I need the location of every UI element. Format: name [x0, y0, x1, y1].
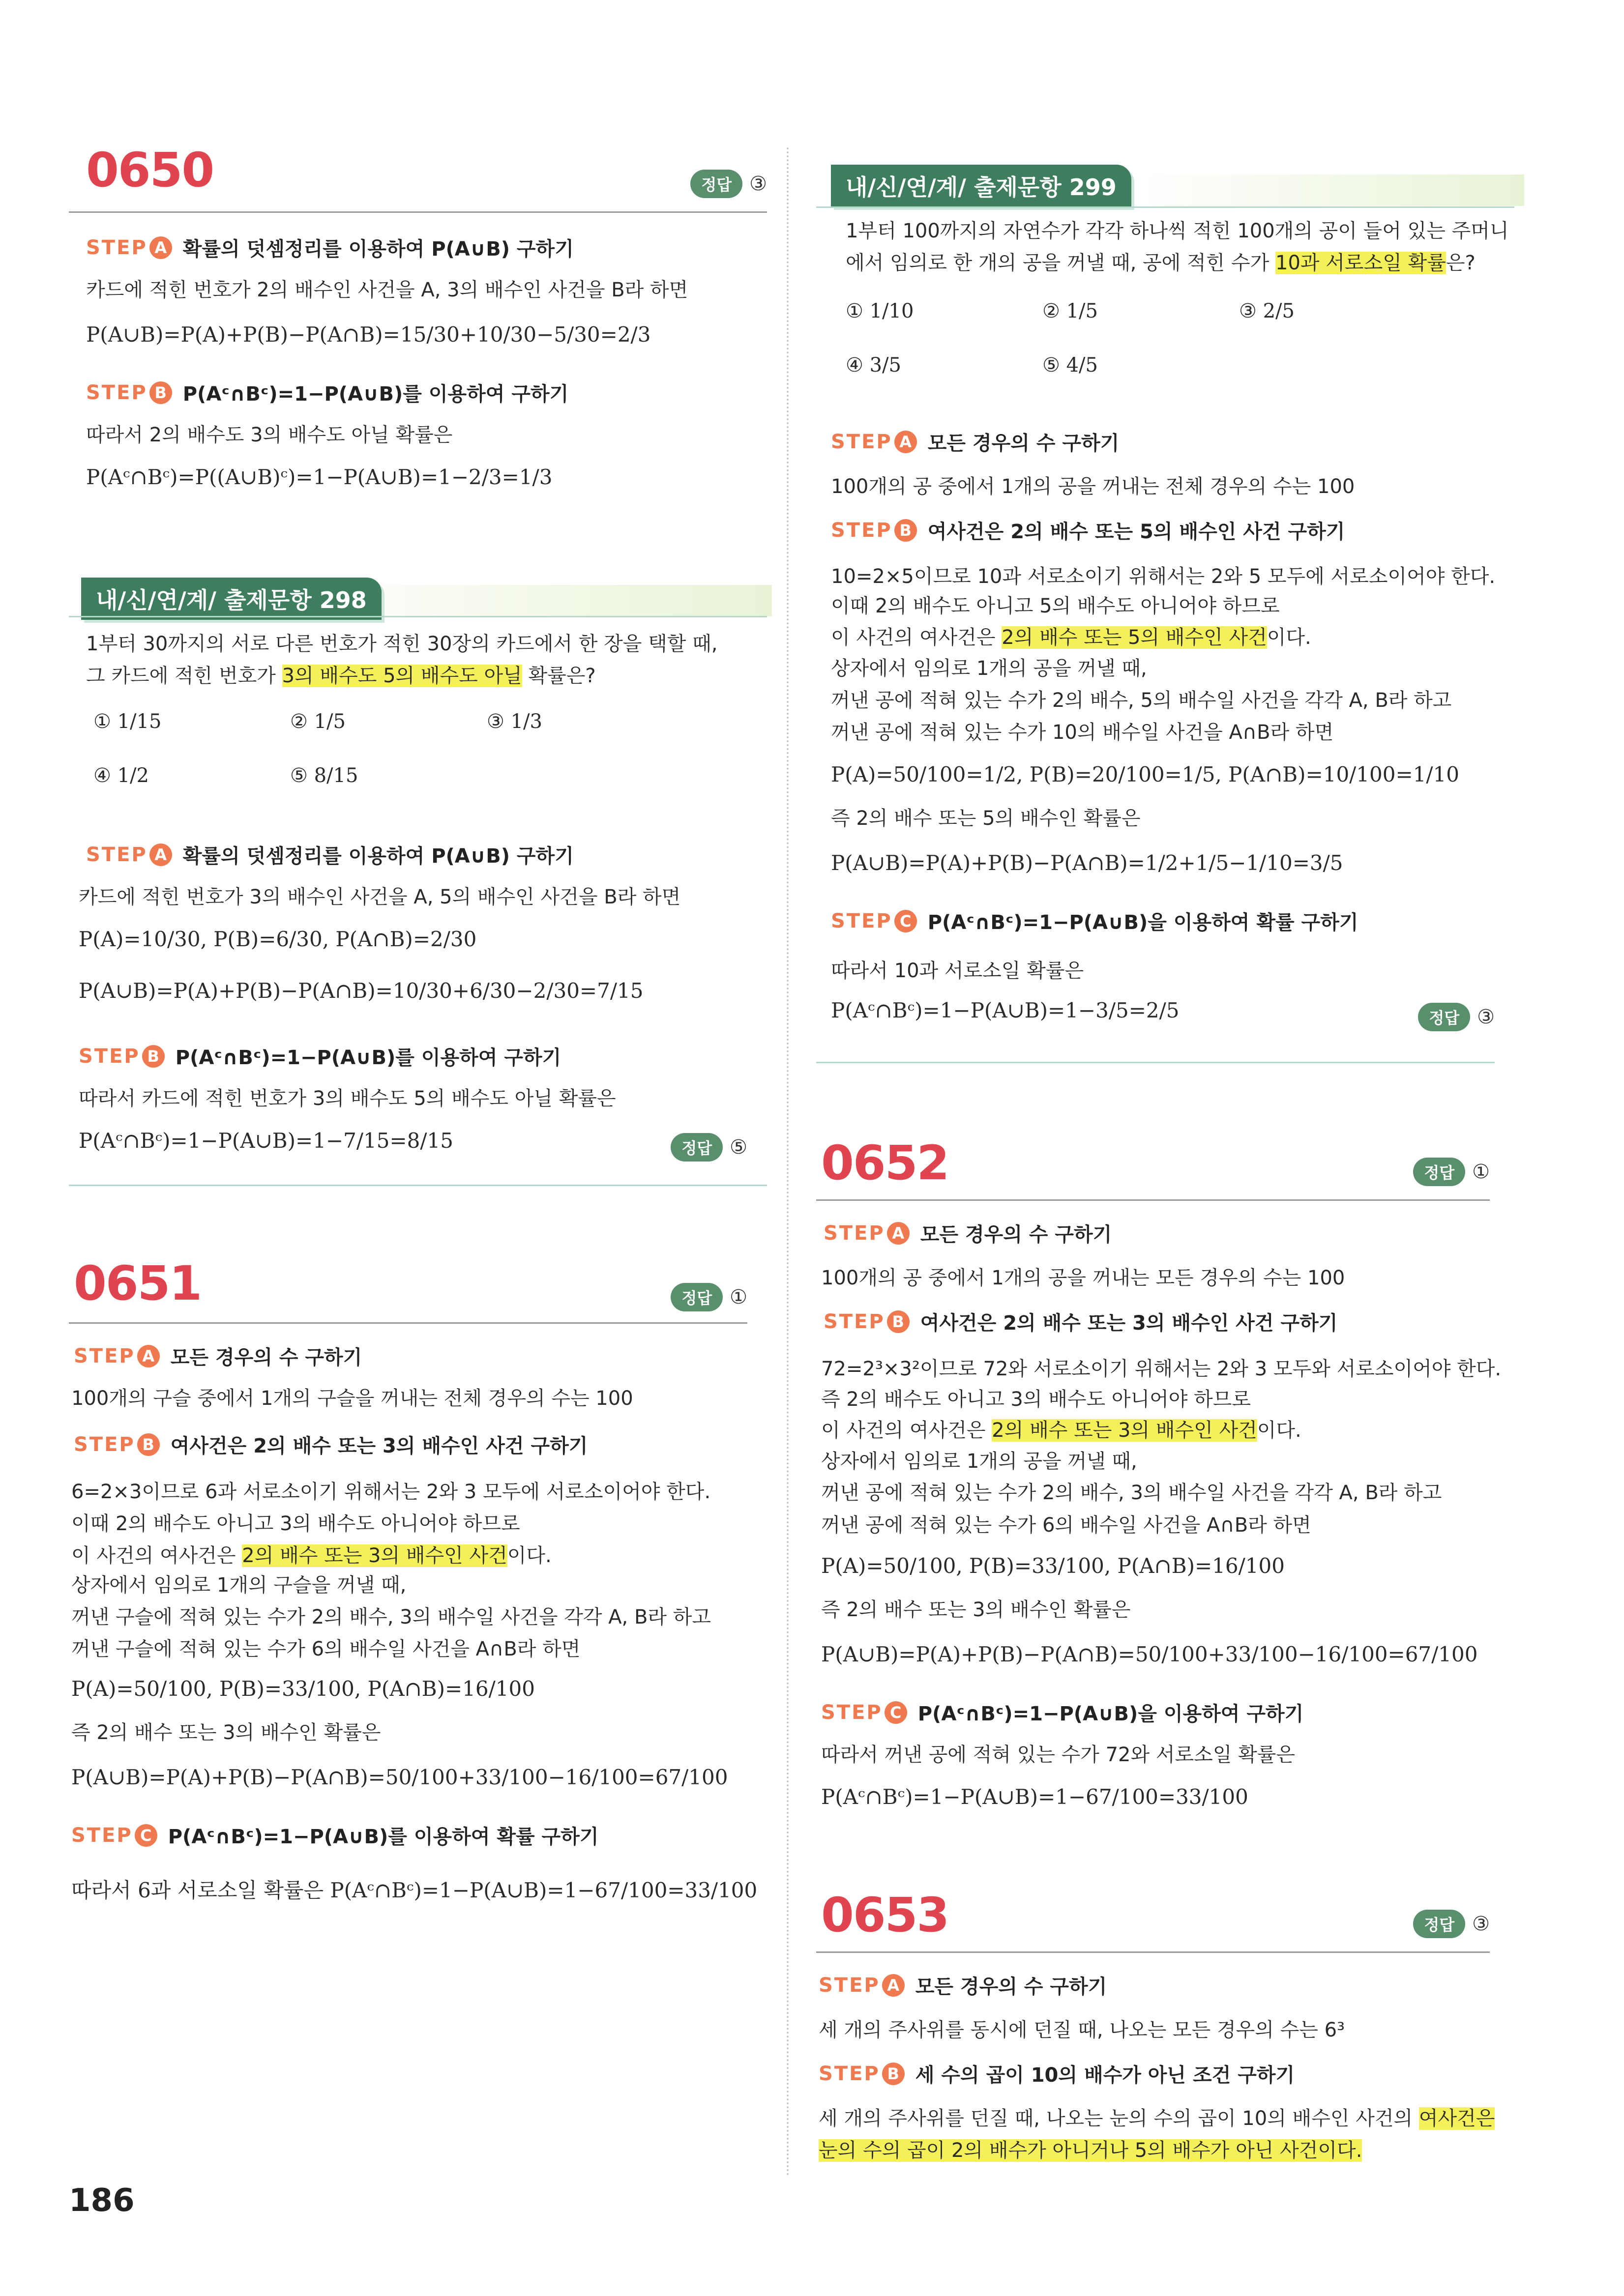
- text-line: 꺼낸 공에 적혀 있는 수가 2의 배수, 3의 배수일 사건을 각각 A, B라 하고: [821, 1482, 1442, 1504]
- answer-badge: 정답: [1413, 1910, 1465, 1938]
- question-text: 1부터 30까지의 서로 다른 번호가 적힌 30장의 카드에서 한 장을 택할 때,: [86, 633, 718, 655]
- formula-line: P(A)=10/30, P(B)=6/30, P(A∩B)=2/30: [79, 927, 477, 951]
- divider: [69, 616, 767, 617]
- answer-value: ①: [730, 1286, 747, 1308]
- text-line: 꺼낸 공에 적혀 있는 수가 6의 배수일 사건을 A∩B라 하면: [821, 1514, 1311, 1537]
- text-line: [819, 2138, 1362, 2163]
- text-line: 10=2×5이므로 10과 서로소이기 위해서는 2와 5 모두에 서로소이어야 한다.: [831, 565, 1496, 588]
- answer-indicator: [1413, 1158, 1490, 1186]
- choice-4[interactable]: ④ 3/5: [846, 354, 901, 377]
- question-text: 1부터 100까지의 자연수가 각각 하나씩 적힌 100개의 공이 들어 있는 주머니: [846, 220, 1509, 242]
- choice-3[interactable]: ③ 2/5: [1239, 300, 1295, 322]
- text-line: [821, 1418, 1301, 1443]
- text-line: 상자에서 임의로 1개의 공을 꺼낼 때,: [831, 657, 1147, 680]
- question-number: 0650: [86, 143, 214, 198]
- page-number: 186: [69, 2182, 135, 2219]
- text-span: 은?: [1446, 252, 1476, 274]
- text-line: [831, 625, 1311, 650]
- choice-3[interactable]: ③ 1/3: [487, 710, 542, 733]
- divider: [69, 211, 767, 213]
- step-b-heading: [819, 2060, 1295, 2088]
- divider: [816, 1951, 1490, 1953]
- text-span: 이 사건의 여사건은: [71, 1544, 242, 1567]
- text-span: 이 사건의 여사건은: [831, 626, 1002, 649]
- text-line: 상자에서 임의로 1개의 공을 꺼낼 때,: [821, 1450, 1137, 1473]
- step-title: P(Aᶜ∩Bᶜ)=1−P(A∪B)를 이용하여 구하기: [182, 383, 569, 406]
- related-question-label: 내/신/연/계/ 출제문항 299: [831, 165, 1131, 207]
- step-c-heading: [821, 1698, 1303, 1726]
- text-line: 따라서 10과 서로소일 확률은: [831, 959, 1084, 982]
- step-title: 여사건은 2의 배수 또는 3의 배수인 사건 구하기: [170, 1435, 588, 1457]
- answer-value: ③: [1477, 1006, 1495, 1028]
- step-b-heading: [79, 1042, 561, 1070]
- step-title: P(Aᶜ∩Bᶜ)=1−P(A∪B)를 이용하여 확률 구하기: [168, 1826, 599, 1848]
- text-line: 꺼낸 공에 적혀 있는 수가 10의 배수일 사건을 A∩B라 하면: [831, 721, 1334, 744]
- step-word: STEP: [819, 2062, 880, 2085]
- formula-line: P(Aᶜ∩Bᶜ)=1−P(A∪B)=1−7/15=8/15: [79, 1129, 453, 1153]
- step-ball: C: [894, 910, 917, 932]
- divider: [816, 1062, 1495, 1063]
- question-number: 0653: [821, 1888, 949, 1943]
- question-text: [846, 251, 1476, 275]
- choice-1[interactable]: ① 1/10: [846, 300, 914, 322]
- step-word: STEP: [824, 1221, 885, 1245]
- formula-line: P(A)=50/100=1/2, P(B)=20/100=1/5, P(A∩B)=10/100=1/10: [831, 762, 1460, 786]
- text-line: 즉 2의 배수 또는 5의 배수인 확률은: [831, 807, 1141, 830]
- step-title: P(Aᶜ∩Bᶜ)=1−P(A∪B)를 이용하여 구하기: [175, 1046, 561, 1069]
- step-ball: B: [894, 519, 917, 542]
- answer-indicator: [1418, 1003, 1495, 1031]
- step-title: 확률의 덧셈정리를 이용하여 P(A∪B) 구하기: [182, 845, 574, 868]
- answer-indicator: [671, 1283, 747, 1311]
- step-a-heading: [86, 233, 574, 262]
- step-ball: C: [135, 1824, 157, 1847]
- text-line: [819, 2106, 1495, 2131]
- divider: [69, 1322, 747, 1324]
- step-ball: A: [149, 843, 172, 866]
- text-span: 세 개의 주사위를 던질 때, 나오는 눈의 수의 곱이 10의 배수인 사건의: [819, 2107, 1419, 2130]
- step-word: STEP: [831, 430, 892, 453]
- formula-line: P(A∪B)=P(A)+P(B)−P(A∩B)=10/30+6/30−2/30=7/15: [79, 979, 644, 1003]
- text-line: 6=2×3이므로 6과 서로소이기 위해서는 2와 3 모두에 서로소이어야 한다.: [71, 1481, 711, 1503]
- step-ball: A: [137, 1345, 160, 1367]
- highlighted-text: 2의 배수 또는 3의 배수인 사건: [992, 1419, 1257, 1442]
- step-title: 모든 경우의 수 구하기: [920, 1223, 1112, 1246]
- choice-2[interactable]: ② 1/5: [290, 710, 346, 733]
- step-a-heading: [74, 1342, 362, 1370]
- text-span: 이다.: [1257, 1419, 1301, 1442]
- step-ball: B: [142, 1045, 165, 1068]
- formula-line: P(Aᶜ∩Bᶜ)=1−P(A∪B)=1−67/100=33/100: [821, 1785, 1248, 1809]
- step-ball: C: [885, 1701, 907, 1724]
- step-a-heading: [831, 428, 1119, 456]
- answer-indicator: [1413, 1910, 1490, 1938]
- choice-5[interactable]: ⑤ 8/15: [290, 764, 358, 787]
- text-line: 카드에 적힌 번호가 2의 배수인 사건을 A, 3의 배수인 사건을 B라 하면: [86, 279, 688, 301]
- formula-line: P(Aᶜ∩Bᶜ)=1−P(A∪B)=1−3/5=2/5: [831, 998, 1180, 1022]
- text-line: 카드에 적힌 번호가 3의 배수인 사건을 A, 5의 배수인 사건을 B라 하면: [79, 886, 681, 908]
- step-c-heading: [831, 907, 1358, 935]
- step-b-heading: [86, 378, 568, 407]
- answer-badge: 정답: [671, 1133, 723, 1162]
- step-ball: B: [137, 1433, 160, 1456]
- step-word: STEP: [71, 1824, 133, 1847]
- formula-line: P(A∪B)=P(A)+P(B)−P(A∩B)=1/2+1/5−1/10=3/5: [831, 851, 1343, 875]
- step-a-heading: [824, 1219, 1112, 1247]
- choice-4[interactable]: ④ 1/2: [93, 764, 149, 787]
- step-a-heading: [86, 841, 574, 869]
- step-ball: B: [149, 381, 172, 404]
- step-ball: B: [882, 2063, 905, 2085]
- answer-value: ③: [749, 173, 767, 195]
- answer-value: ①: [1472, 1161, 1490, 1183]
- text-line: 세 개의 주사위를 동시에 던질 때, 나오는 모든 경우의 수는 6³: [819, 2019, 1345, 2041]
- formula-line: P(Aᶜ∩Bᶜ)=P((A∪B)ᶜ)=1−P(A∪B)=1−2/3=1/3: [86, 465, 553, 489]
- step-word: STEP: [86, 381, 148, 404]
- formula-line: P(A)=50/100, P(B)=33/100, P(A∩B)=16/100: [821, 1554, 1285, 1578]
- text-line: 꺼낸 구슬에 적혀 있는 수가 6의 배수일 사건을 A∩B라 하면: [71, 1638, 581, 1660]
- step-title: 세 수의 곱이 10의 배수가 아닌 조건 구하기: [915, 2064, 1295, 2087]
- text-line: 꺼낸 구슬에 적혀 있는 수가 2의 배수, 3의 배수일 사건을 각각 A, B라 하고: [71, 1606, 711, 1628]
- text-line: 따라서 카드에 적힌 번호가 3의 배수도 5의 배수도 아닐 확률은: [79, 1087, 616, 1110]
- step-word: STEP: [831, 909, 892, 932]
- text-line: 72=2³×3²이므로 72와 서로소이기 위해서는 2와 3 모두와 서로소이어야 한다.: [821, 1358, 1502, 1380]
- choice-2[interactable]: ② 1/5: [1042, 300, 1098, 322]
- step-word: STEP: [74, 1433, 135, 1456]
- formula-line: P(A)=50/100, P(B)=33/100, P(A∩B)=16/100: [71, 1677, 535, 1701]
- step-ball: A: [894, 431, 917, 453]
- text-line: 즉 2의 배수 또는 3의 배수인 확률은: [821, 1598, 1131, 1621]
- answer-badge: 정답: [671, 1283, 723, 1311]
- step-b-heading: [74, 1430, 588, 1458]
- section-band: [1136, 174, 1524, 206]
- formula-line: P(A∪B)=P(A)+P(B)−P(A∩B)=50/100+33/100−16/100=67/100: [821, 1642, 1478, 1666]
- related-question-header: [81, 578, 382, 620]
- formula-line: P(A∪B)=P(A)+P(B)−P(A∩B)=15/30+10/30−5/30=2/3: [86, 322, 651, 347]
- step-word: STEP: [824, 1310, 885, 1333]
- step-word: STEP: [819, 1974, 880, 1997]
- highlighted-text: 2의 배수 또는 5의 배수인 사건: [1002, 626, 1267, 649]
- step-title: 모든 경우의 수 구하기: [915, 1976, 1107, 1998]
- answer-value: ⑤: [730, 1136, 747, 1159]
- answer-indicator: [690, 170, 767, 198]
- divider: [816, 1199, 1490, 1201]
- text-line: 즉 2의 배수 또는 3의 배수인 확률은: [71, 1721, 381, 1744]
- text-line: 100개의 구슬 중에서 1개의 구슬을 꺼내는 전체 경우의 수는 100: [71, 1387, 633, 1410]
- step-title: 확률의 덧셈정리를 이용하여 P(A∪B) 구하기: [182, 238, 574, 261]
- text-line: 100개의 공 중에서 1개의 공을 꺼내는 모든 경우의 수는 100: [821, 1267, 1345, 1289]
- text-span: 이다.: [507, 1544, 552, 1567]
- highlighted-text: 여사건은: [1418, 2107, 1495, 2130]
- step-b-heading: [831, 516, 1345, 544]
- text-line: 즉 2의 배수도 아니고 3의 배수도 아니어야 하므로: [821, 1388, 1251, 1411]
- text-span: 그 카드에 적힌 번호가: [86, 665, 282, 687]
- step-word: STEP: [86, 843, 148, 866]
- answer-value: ③: [1472, 1913, 1490, 1935]
- text-line: 상자에서 임의로 1개의 구슬을 꺼낼 때,: [71, 1574, 407, 1597]
- step-b-heading: [824, 1308, 1337, 1336]
- step-word: STEP: [821, 1701, 883, 1724]
- step-word: STEP: [74, 1344, 135, 1367]
- step-ball: A: [887, 1222, 910, 1245]
- question-number: 0651: [74, 1256, 202, 1311]
- text-line: 따라서 꺼낸 공에 적혀 있는 수가 72와 서로소일 확률은: [821, 1744, 1296, 1766]
- choice-1[interactable]: ① 1/15: [93, 710, 162, 733]
- step-title: P(Aᶜ∩Bᶜ)=1−P(A∪B)을 이용하여 확률 구하기: [927, 911, 1358, 934]
- formula-line: P(A∪B)=P(A)+P(B)−P(A∩B)=50/100+33/100−16/100=67/100: [71, 1765, 728, 1789]
- divider: [816, 206, 1514, 208]
- step-word: STEP: [79, 1045, 140, 1068]
- highlighted-text: 눈의 수의 곱이 2의 배수가 아니거나 5의 배수가 아닌 사건이다.: [819, 2139, 1362, 2162]
- text-line: 100개의 공 중에서 1개의 공을 꺼내는 전체 경우의 수는 100: [831, 475, 1355, 498]
- related-question-label: 내/신/연/계/ 출제문항 298: [81, 578, 382, 620]
- question-text: [86, 664, 596, 688]
- question-number: 0652: [821, 1135, 949, 1191]
- highlighted-text: 2의 배수 또는 3의 배수인 사건: [242, 1544, 507, 1567]
- text-line: 이때 2의 배수도 아니고 3의 배수도 아니어야 하므로: [71, 1512, 520, 1535]
- text-line: 이때 2의 배수도 아니고 5의 배수도 아니어야 하므로: [831, 595, 1280, 617]
- related-question-header: [831, 165, 1131, 207]
- step-word: STEP: [86, 236, 148, 259]
- choice-5[interactable]: ⑤ 4/5: [1042, 354, 1098, 377]
- step-title: P(Aᶜ∩Bᶜ)=1−P(A∪B)을 이용하여 구하기: [917, 1703, 1304, 1725]
- step-c-heading: [71, 1821, 598, 1849]
- divider: [69, 1185, 767, 1186]
- step-title: 여사건은 2의 배수 또는 3의 배수인 사건 구하기: [920, 1312, 1338, 1335]
- highlighted-text: 10과 서로소일 확률: [1275, 252, 1446, 274]
- text-line: [71, 1543, 552, 1568]
- text-span: 확률은?: [522, 665, 596, 687]
- text-line: 꺼낸 공에 적혀 있는 수가 2의 배수, 5의 배수일 사건을 각각 A, B라 하고: [831, 689, 1452, 712]
- step-title: 모든 경우의 수 구하기: [927, 432, 1120, 455]
- step-title: 모든 경우의 수 구하기: [170, 1346, 362, 1369]
- step-title: 여사건은 2의 배수 또는 5의 배수인 사건 구하기: [927, 521, 1345, 543]
- highlighted-text: 3의 배수도 5의 배수도 아닐: [282, 665, 522, 687]
- text-span: 이 사건의 여사건은: [821, 1419, 992, 1442]
- step-ball: A: [882, 1974, 905, 1997]
- answer-indicator: [671, 1133, 747, 1162]
- step-word: STEP: [831, 519, 892, 542]
- column-divider: [787, 147, 789, 2178]
- step-a-heading: [819, 1971, 1107, 1999]
- step-ball: B: [887, 1310, 910, 1333]
- answer-badge: 정답: [1418, 1003, 1470, 1031]
- formula-line: 따라서 6과 서로소일 확률은 P(Aᶜ∩Bᶜ)=1−P(A∪B)=1−67/100=33/100: [71, 1878, 758, 1902]
- text-line: 따라서 2의 배수도 3의 배수도 아닐 확률은: [86, 424, 453, 446]
- text-span: 에서 임의로 한 개의 공을 꺼낼 때, 공에 적힌 수가: [846, 252, 1276, 274]
- text-span: 이다.: [1267, 626, 1311, 649]
- answer-badge: 정답: [1413, 1158, 1465, 1186]
- step-ball: A: [149, 236, 172, 259]
- answer-badge: 정답: [690, 170, 742, 198]
